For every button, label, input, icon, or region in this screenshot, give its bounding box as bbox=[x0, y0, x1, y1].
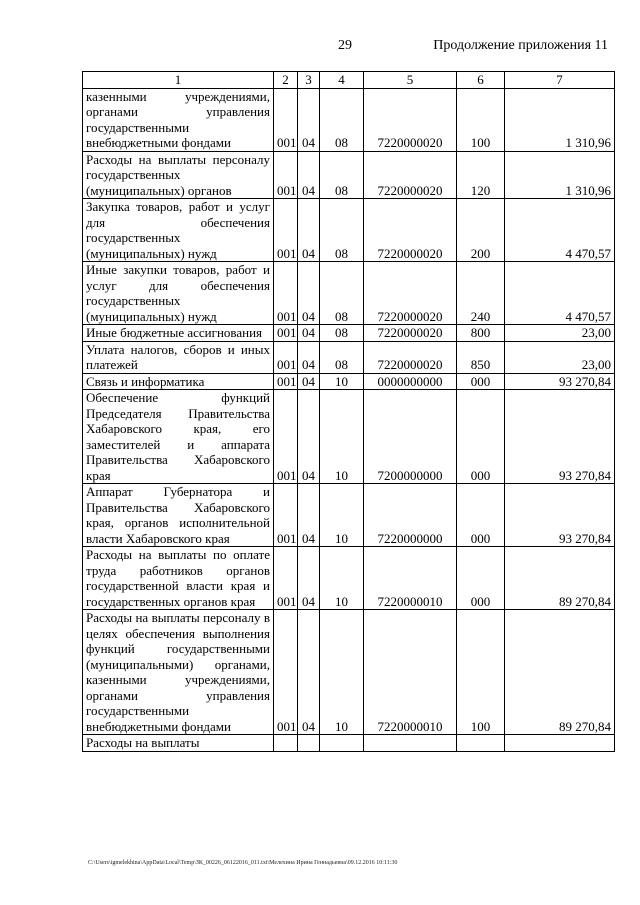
row-name-cell bbox=[83, 390, 274, 484]
row-name-text: Уплата налогов, сборов и иных платежей bbox=[86, 341, 270, 372]
expense-type-cell: 000 bbox=[457, 547, 505, 610]
column-number: 3 bbox=[298, 72, 320, 89]
amount-cell bbox=[505, 735, 615, 752]
subsection-code-cell: 08 bbox=[320, 88, 364, 151]
expense-type-cell: 120 bbox=[457, 151, 505, 199]
row-name-text: Связь и информатика bbox=[86, 373, 205, 389]
row-name-cell bbox=[83, 151, 274, 199]
table-row bbox=[83, 735, 615, 752]
amount-cell: 1 310,96 bbox=[505, 88, 615, 151]
expense-type-cell: 000 bbox=[457, 373, 505, 390]
table-row bbox=[83, 610, 615, 735]
subsection-code-cell: 08 bbox=[320, 341, 364, 373]
row-name-cell bbox=[83, 199, 274, 262]
table-row bbox=[83, 547, 615, 610]
subsection-code-cell: 10 bbox=[320, 484, 364, 547]
grbs-code-cell: 001 bbox=[274, 199, 298, 262]
target-article-cell bbox=[364, 735, 457, 752]
expense-type-cell bbox=[457, 735, 505, 752]
subsection-code-cell: 08 bbox=[320, 151, 364, 199]
row-name-text: Расходы на выплаты bbox=[86, 735, 200, 750]
expense-type-cell: 240 bbox=[457, 262, 505, 325]
table-row bbox=[83, 199, 615, 262]
target-article-cell: 7220000020 bbox=[364, 199, 457, 262]
subsection-code-cell: 08 bbox=[320, 199, 364, 262]
row-name-cell bbox=[83, 547, 274, 610]
row-name-text: Закупка товаров, работ и услуг для обеспечения государственных (муниципальных) нужд bbox=[86, 199, 270, 261]
appendix-note: Продолжение приложения 11 bbox=[433, 38, 608, 53]
subsection-code-cell: 10 bbox=[320, 610, 364, 735]
amount-cell: 4 470,57 bbox=[505, 262, 615, 325]
target-article-cell: 7220000020 bbox=[364, 262, 457, 325]
section-code-cell: 04 bbox=[298, 390, 320, 484]
subsection-code-cell: 10 bbox=[320, 547, 364, 610]
row-name-text: Иные бюджетные ассигнования bbox=[86, 325, 263, 340]
target-article-cell: 7220000000 bbox=[364, 484, 457, 547]
section-code-cell: 04 bbox=[298, 325, 320, 342]
target-article-cell: 7220000020 bbox=[364, 151, 457, 199]
section-code-cell: 04 bbox=[298, 610, 320, 735]
row-name-text: Обеспечение функций Председателя Правительства Хабаровского края, его заместителей и аппарата Правительства Хабаровского края bbox=[86, 390, 270, 483]
expense-type-cell: 000 bbox=[457, 390, 505, 484]
row-name-cell bbox=[83, 88, 274, 151]
row-name-text: Аппарат Губернатора и Правительства Хабаровского края, органов исполнительной власти Хабаровского края bbox=[86, 484, 270, 546]
column-number: 4 bbox=[320, 72, 364, 89]
amount-cell: 4 470,57 bbox=[505, 199, 615, 262]
subsection-code-cell bbox=[320, 735, 364, 752]
table-row bbox=[83, 262, 615, 325]
target-article-cell: 7200000000 bbox=[364, 390, 457, 484]
target-article-cell: 7220000010 bbox=[364, 610, 457, 735]
table-row bbox=[83, 484, 615, 547]
target-article-cell: 7220000020 bbox=[364, 88, 457, 151]
amount-cell: 89 270,84 bbox=[505, 547, 615, 610]
subsection-code-cell: 10 bbox=[320, 373, 364, 390]
subsection-code-cell: 08 bbox=[320, 262, 364, 325]
page-number: 29 bbox=[338, 38, 352, 53]
row-name-cell bbox=[83, 341, 274, 373]
amount-cell: 1 310,96 bbox=[505, 151, 615, 199]
amount-cell: 93 270,84 bbox=[505, 484, 615, 547]
grbs-code-cell: 001 bbox=[274, 547, 298, 610]
row-name-cell bbox=[83, 325, 274, 342]
row-name-text: Расходы на выплаты персоналу в целях обеспечения выполнения функций государственными (муниципальными) органами, казенными учреждениями, органами управления государственными внебюджетными фондами bbox=[86, 610, 270, 734]
section-code-cell: 04 bbox=[298, 262, 320, 325]
budget-table bbox=[82, 71, 615, 752]
expense-type-cell: 100 bbox=[457, 88, 505, 151]
target-article-cell: 7220000020 bbox=[364, 325, 457, 342]
table-row bbox=[83, 88, 615, 151]
table-row bbox=[83, 373, 615, 390]
row-name-cell bbox=[83, 610, 274, 735]
grbs-code-cell: 001 bbox=[274, 484, 298, 547]
column-number: 2 bbox=[274, 72, 298, 89]
table-row bbox=[83, 325, 615, 342]
row-name-cell bbox=[83, 735, 274, 752]
table-row bbox=[83, 341, 615, 373]
grbs-code-cell: 001 bbox=[274, 88, 298, 151]
grbs-code-cell: 001 bbox=[274, 341, 298, 373]
section-code-cell: 04 bbox=[298, 547, 320, 610]
file-path-footer: C:\Users\igmelekhina\AppData\Local\Temp\ЗК_00226_06122016_011.txt\Мелехина Ирина Геннадьевна\09.12.2016 10:11:30 bbox=[88, 860, 398, 866]
section-code-cell bbox=[298, 735, 320, 752]
expense-type-cell: 100 bbox=[457, 610, 505, 735]
column-number: 6 bbox=[457, 72, 505, 89]
table-row bbox=[83, 390, 615, 484]
expense-type-cell: 800 bbox=[457, 325, 505, 342]
row-name-cell bbox=[83, 262, 274, 325]
amount-cell: 89 270,84 bbox=[505, 610, 615, 735]
section-code-cell: 04 bbox=[298, 373, 320, 390]
target-article-cell: 0000000000 bbox=[364, 373, 457, 390]
column-number: 1 bbox=[83, 72, 274, 89]
section-code-cell: 04 bbox=[298, 88, 320, 151]
target-article-cell: 7220000010 bbox=[364, 547, 457, 610]
grbs-code-cell: 001 bbox=[274, 373, 298, 390]
grbs-code-cell: 001 bbox=[274, 325, 298, 342]
row-name-text: казенными учреждениями, органами управления государственными внебюджетными фондами bbox=[86, 88, 270, 150]
grbs-code-cell: 001 bbox=[274, 262, 298, 325]
grbs-code-cell bbox=[274, 735, 298, 752]
expense-type-cell: 000 bbox=[457, 484, 505, 547]
amount-cell: 23,00 bbox=[505, 341, 615, 373]
target-article-cell: 7220000020 bbox=[364, 341, 457, 373]
row-name-text: Расходы на выплаты персоналу государственных (муниципальных) органов bbox=[86, 151, 270, 198]
section-code-cell: 04 bbox=[298, 151, 320, 199]
column-number-row bbox=[83, 72, 615, 89]
table-row bbox=[83, 151, 615, 199]
row-name-cell bbox=[83, 484, 274, 547]
column-number: 7 bbox=[505, 72, 615, 89]
amount-cell: 23,00 bbox=[505, 325, 615, 342]
subsection-code-cell: 08 bbox=[320, 325, 364, 342]
amount-cell: 93 270,84 bbox=[505, 390, 615, 484]
grbs-code-cell: 001 bbox=[274, 610, 298, 735]
grbs-code-cell: 001 bbox=[274, 151, 298, 199]
row-name-text: Иные закупки товаров, работ и услуг для обеспечения государственных (муниципальных) нужд bbox=[86, 262, 270, 324]
subsection-code-cell: 10 bbox=[320, 390, 364, 484]
expense-type-cell: 850 bbox=[457, 341, 505, 373]
column-number: 5 bbox=[364, 72, 457, 89]
amount-cell: 93 270,84 bbox=[505, 373, 615, 390]
row-name-text: Расходы на выплаты по оплате труда работников органов государственной власти края и государственных органов края bbox=[86, 547, 270, 609]
section-code-cell: 04 bbox=[298, 484, 320, 547]
grbs-code-cell: 001 bbox=[274, 390, 298, 484]
section-code-cell: 04 bbox=[298, 341, 320, 373]
section-code-cell: 04 bbox=[298, 199, 320, 262]
row-name-cell bbox=[83, 373, 274, 390]
expense-type-cell: 200 bbox=[457, 199, 505, 262]
